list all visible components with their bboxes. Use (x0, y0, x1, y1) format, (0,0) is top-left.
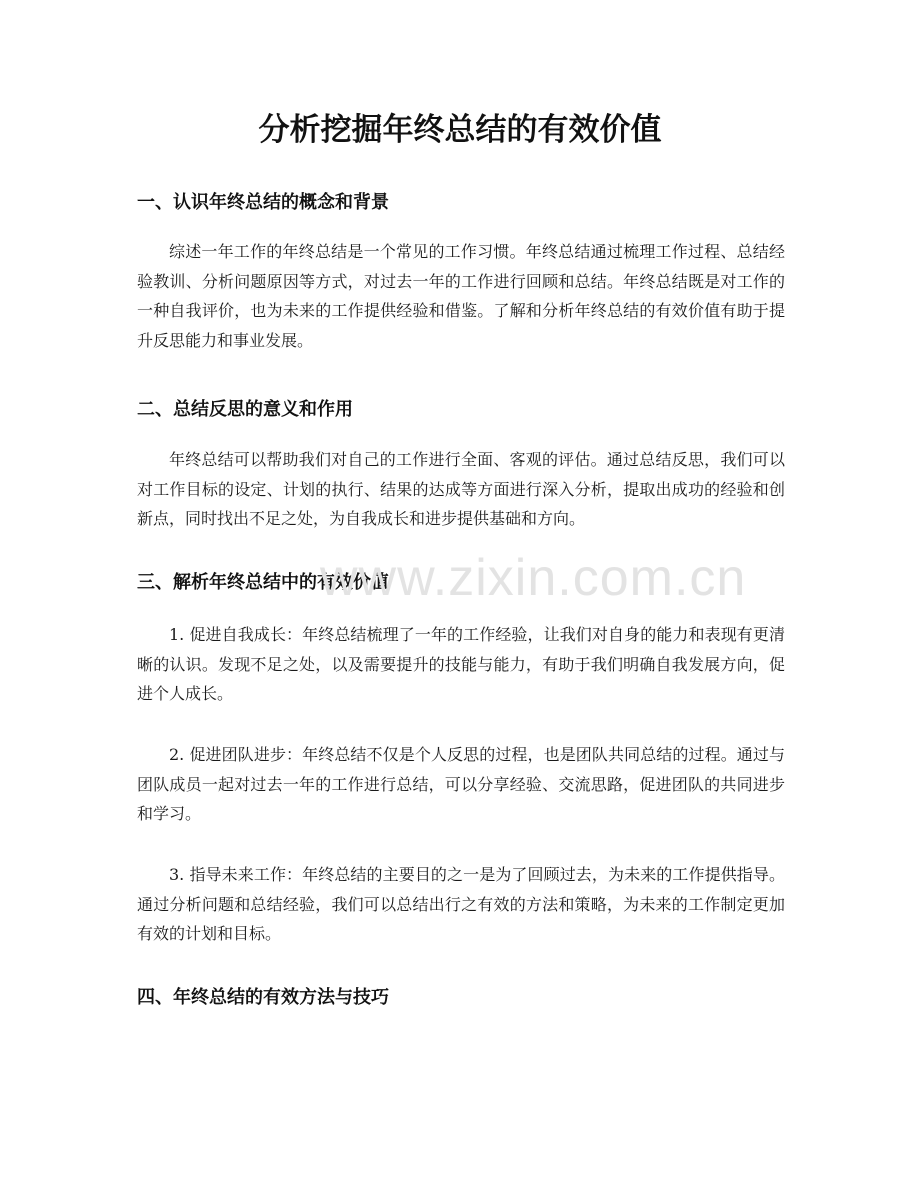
section-heading-2: 二、总结反思的意义和作用 (137, 399, 353, 420)
section-heading-1: 一、认识年终总结的概念和背景 (137, 192, 389, 213)
section-3-paragraph-3: 3. 指导未来工作：年终总结的主要目的之一是为了回顾过去，为未来的工作提供指导。通过分析问题和总结经验，我们可以总结出行之有效的方法和策略，为未来的工作制定更加有效的计划和目标。 (137, 865, 785, 943)
page-title: 分析挖掘年终总结的有效价值 (258, 112, 662, 148)
section-3-paragraph-2: 2. 促进团队进步：年终总结不仅是个人反思的过程，也是团队共同总结的过程。通过与团队成员一起对过去一年的工作进行总结，可以分享经验、交流思路，促进团队的共同进步和学习。 (137, 745, 785, 823)
section-2-paragraph-1: 年终总结可以帮助我们对自己的工作进行全面、客观的评估。通过总结反思，我们可以对工作目标的设定、计划的执行、结果的达成等方面进行深入分析，提取出成功的经验和创新点，同时找出不足之处，为自我成长和进步提供基础和方向。 (137, 450, 785, 528)
section-heading-4: 四、年终总结的有效方法与技巧 (137, 987, 389, 1008)
section-heading-3: 三、解析年终总结中的有效价值 (137, 572, 389, 593)
watermark: www.zixin.com.cn (320, 549, 747, 607)
section-3-paragraph-1: 1. 促进自我成长：年终总结梳理了一年的工作经验，让我们对自身的能力和表现有更清晰的认识。发现不足之处，以及需要提升的技能与能力，有助于我们明确自我发展方向，促进个人成长。 (137, 625, 785, 703)
section-1-paragraph-1: 综述一年工作的年终总结是一个常见的工作习惯。年终总结通过梳理工作过程、总结经验教训、分析问题原因等方式，对过去一年的工作进行回顾和总结。年终总结既是对工作的一种自我评价，也为未来的工作提供经验和借鉴。了解和分析年终总结的有效价值有助于提升反思能力和事业发展。 (137, 242, 785, 350)
